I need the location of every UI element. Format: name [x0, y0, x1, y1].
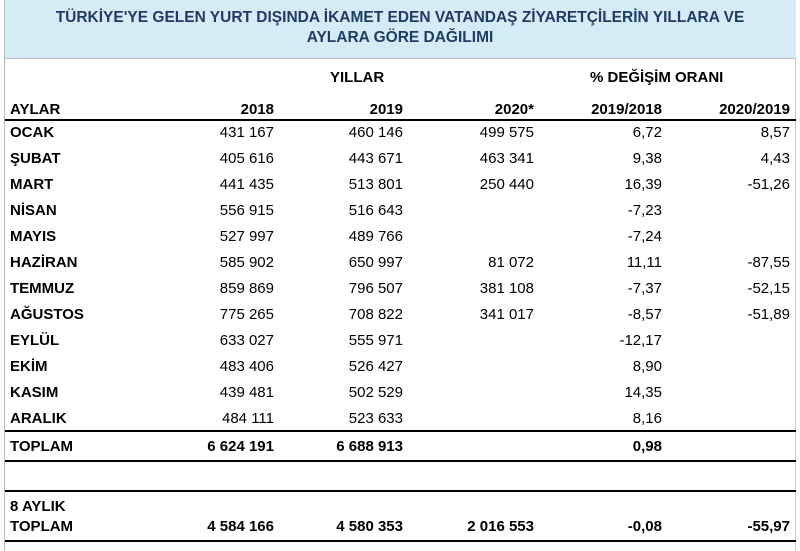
row-2019: 516 643: [348, 202, 403, 219]
row-2019: 526 427: [348, 358, 403, 375]
header-rule: [5, 119, 796, 121]
row-month: HAZİRAN: [10, 254, 78, 271]
row-month: EKİM: [10, 358, 48, 375]
row-change-19-18: 9,38: [632, 150, 662, 167]
header-divider: [4, 58, 796, 59]
row-month: NİSAN: [10, 202, 57, 219]
row-change-20-19: -87,55: [747, 254, 790, 271]
col-header-2018: 2018: [240, 101, 274, 118]
row-2019: 513 801: [348, 176, 403, 193]
row-month: ŞUBAT: [10, 150, 61, 167]
row-2018: 556 915: [219, 202, 274, 219]
row-2018: 405 616: [219, 150, 274, 167]
row-change-19-18: -8,57: [627, 306, 662, 323]
row-month: OCAK: [10, 124, 55, 141]
left-border: [4, 0, 5, 551]
row-2019: 443 671: [348, 150, 403, 167]
row-change-19-18: 16,39: [624, 176, 662, 193]
row-change-19-18: -7,23: [627, 202, 662, 219]
row-change-20-19: 8,57: [760, 124, 790, 141]
row-2019: 460 146: [348, 124, 403, 141]
row-2019: 489 766: [348, 228, 403, 245]
total-change-19-18: 0,98: [632, 438, 662, 455]
row-2018: 439 481: [219, 384, 274, 401]
row-2019: 523 633: [348, 410, 403, 427]
row-month: KASIM: [10, 384, 59, 401]
row-2019: 502 529: [348, 384, 403, 401]
col-header-change-20-19: 2020/2019: [719, 101, 790, 118]
row-2019: 708 822: [348, 306, 403, 323]
row-2018: 484 111: [222, 410, 274, 427]
row-change-19-18: 6,72: [632, 124, 662, 141]
total-label: TOPLAM: [10, 438, 74, 455]
col-header-change-19-18: 2019/2018: [591, 101, 662, 118]
eight-month-2019: 4 580 353: [336, 518, 403, 535]
row-2019: 796 507: [348, 280, 403, 297]
row-2018: 633 027: [219, 332, 274, 349]
bottom-rule: [5, 540, 796, 542]
row-change-19-18: 14,35: [624, 384, 662, 401]
row-2018: 527 997: [219, 228, 274, 245]
row-change-20-19: -52,15: [747, 280, 790, 297]
row-2018: 859 869: [219, 280, 274, 297]
eight-month-change-20-19: -55,97: [747, 518, 790, 535]
row-2020: 381 108: [479, 280, 534, 297]
row-2020: 81 072: [488, 254, 534, 271]
row-month: MART: [10, 176, 54, 193]
row-change-19-18: -7,37: [627, 280, 662, 297]
eight-month-2018: 4 584 166: [207, 518, 274, 535]
eight-month-2020: 2 016 553: [467, 518, 534, 535]
eight-month-label-line2: TOPLAM: [10, 518, 74, 535]
title-line-2: AYLARA GÖRE DAĞILIMI: [306, 29, 494, 46]
change-group-header: % DEĞİŞİM ORANI: [590, 69, 724, 86]
row-2018: 431 167: [219, 124, 274, 141]
row-2018: 585 902: [219, 254, 274, 271]
row-month: AĞUSTOS: [10, 306, 84, 323]
row-2018: 441 435: [219, 176, 274, 193]
years-group-header: YILLAR: [330, 69, 385, 86]
row-2019: 650 997: [348, 254, 403, 271]
row-change-19-18: -7,24: [627, 228, 662, 245]
title-line-1: TÜRKİYE'YE GELEN YURT DIŞINDA İKAMET EDEN VATANDAŞ ZİYARETÇİLERİN YILLARA VE: [55, 9, 745, 26]
right-border: [795, 58, 796, 551]
total-2019: 6 688 913: [336, 438, 403, 455]
row-month: EYLÜL: [10, 332, 60, 349]
row-change-19-18: 8,90: [632, 358, 662, 375]
row-month: ARALIK: [10, 410, 67, 427]
table-title: [4, 8, 796, 48]
total-2018: 6 624 191: [207, 438, 274, 455]
row-month: MAYIS: [10, 228, 57, 245]
row-change-20-19: -51,26: [747, 176, 790, 193]
row-2018: 775 265: [219, 306, 274, 323]
eight-month-label-line1: 8 AYLIK: [10, 498, 66, 515]
col-header-2020: 2020*: [494, 101, 534, 118]
eight-month-change-19-18: -0,08: [627, 518, 662, 535]
row-2019: 555 971: [348, 332, 403, 349]
row-change-20-19: 4,43: [760, 150, 790, 167]
row-change-19-18: 11,11: [626, 254, 662, 271]
col-header-2019: 2019: [369, 101, 403, 118]
row-2020: 341 017: [479, 306, 534, 323]
row-2018: 483 406: [219, 358, 274, 375]
row-change-19-18: 8,16: [632, 410, 662, 427]
total-bottom-rule: [5, 460, 796, 462]
row-2020: 499 575: [479, 124, 534, 141]
row-month: TEMMUZ: [10, 280, 75, 297]
total-top-rule: [5, 430, 796, 432]
row-change-19-18: -12,17: [619, 332, 662, 349]
row-2020: 463 341: [479, 150, 534, 167]
row-change-20-19: -51,89: [747, 306, 790, 323]
row-2020: 250 440: [479, 176, 534, 193]
col-header-months: AYLAR: [10, 101, 61, 118]
eight-month-top-rule: [5, 490, 796, 492]
